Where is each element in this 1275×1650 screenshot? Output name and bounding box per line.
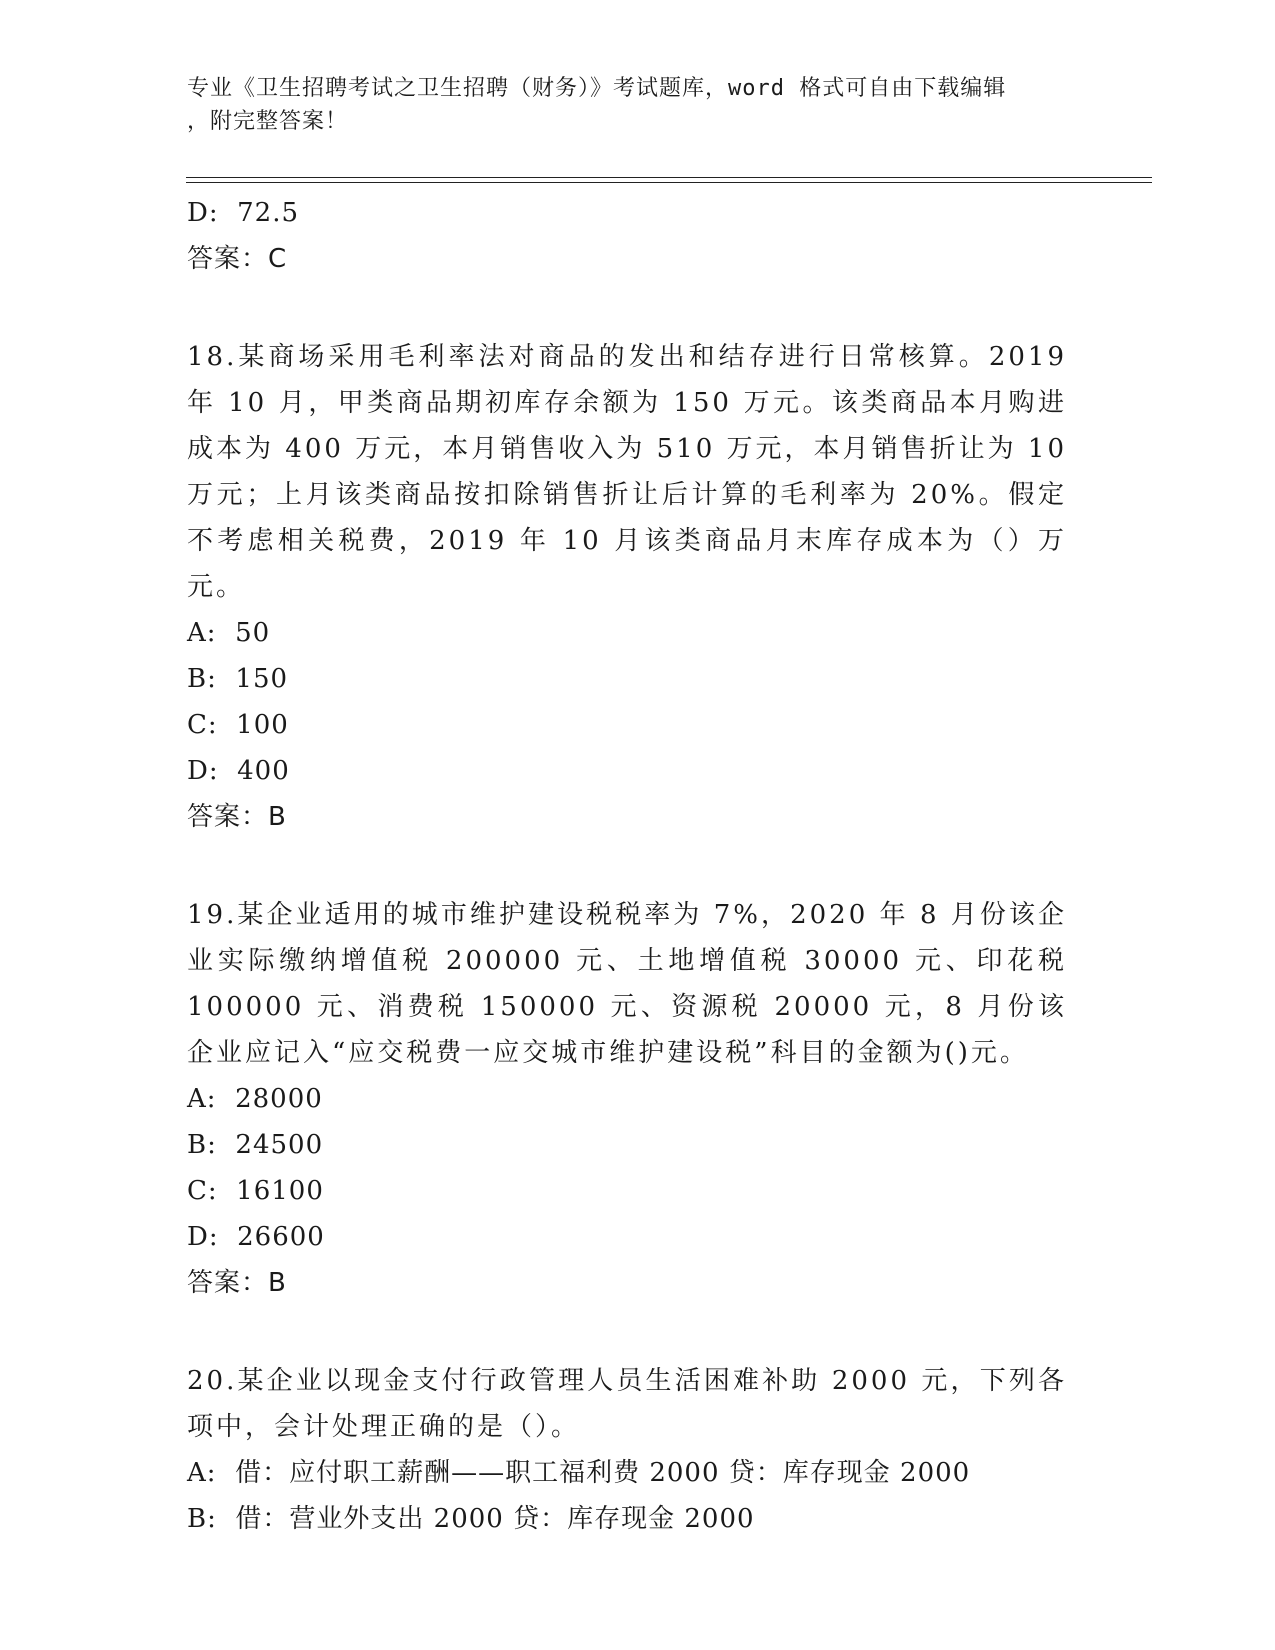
question-text: 19.某企业适用的城市维护建设税税率为 7%，2020 年 8 月份该企业实际缴纳增值税 200000 元、土地增值税 30000 元、印花税 100000 元、消费税 150000 元、资源税 20000 元，8 月份该企业应记入“应交税费一应交城市维护建设税”科目的金额为()元。 <box>187 900 1067 1068</box>
option-d-prev: D: 72.5 <box>187 198 300 228</box>
option-b: B: 24500 <box>187 1130 324 1160</box>
option-c: C: 100 <box>187 710 289 740</box>
option-b: B: 150 <box>187 664 289 694</box>
header-line-2: ，附完整答案！ <box>187 109 349 134</box>
header-line-1: 专业《卫生招聘考试之卫生招聘（财务）》考试题库，word 格式可自由下载编辑 <box>187 76 1007 101</box>
question-20 <box>187 1358 1067 1542</box>
document-body <box>187 190 1067 1542</box>
option-d: D: 26600 <box>187 1222 325 1252</box>
question-text: 20.某企业以现金支付行政管理人员生活困难补助 2000 元，下列各项中，会计处理正确的是（）。 <box>187 1366 1067 1442</box>
answer-prev: 答案：C <box>187 244 288 274</box>
document-header <box>187 72 1067 138</box>
option-d: D: 400 <box>187 756 290 786</box>
header-rule-bottom <box>186 182 1152 183</box>
question-18 <box>187 334 1067 840</box>
option-a: A: 50 <box>187 618 271 648</box>
header-rule-top <box>186 177 1152 178</box>
option-a: A: 借：应付职工薪酬——职工福利费 2000 贷：库存现金 2000 <box>187 1458 971 1488</box>
answer: 答案：B <box>187 1268 287 1298</box>
option-a: A: 28000 <box>187 1084 323 1114</box>
answer: 答案：B <box>187 802 287 832</box>
option-b: B: 借：营业外支出 2000 贷：库存现金 2000 <box>187 1504 755 1534</box>
question-19 <box>187 892 1067 1306</box>
question-text: 18.某商场采用毛利率法对商品的发出和结存进行日常核算。2019 年 10 月，甲类商品期初库存余额为 150 万元。该类商品本月购进成本为 400 万元，本月销售收入为 510 万元，本月销售折让为 10 万元；上月该类商品按扣除销售折让后计算的毛利率为 20%。假定不考虑相关税费，2019 年 10 月该类商品月末库存成本为（）万元。 <box>187 342 1067 602</box>
option-c: C: 16100 <box>187 1176 324 1206</box>
